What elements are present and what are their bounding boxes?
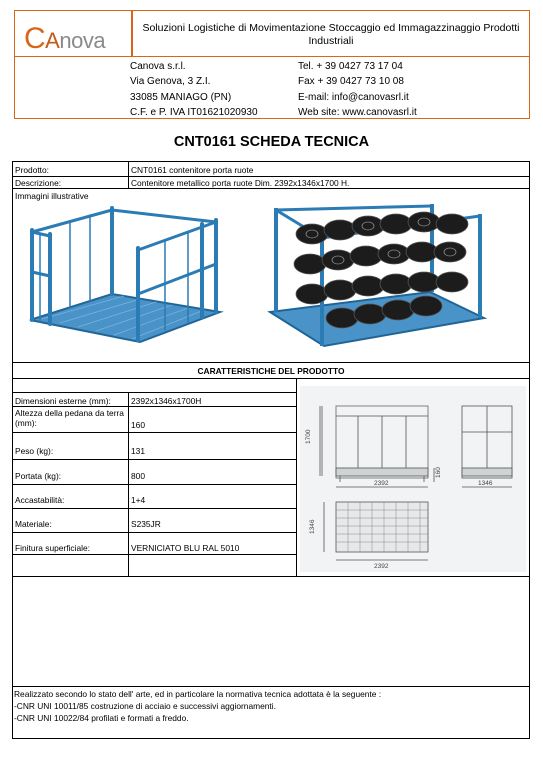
spec-value: 131 [131,446,145,456]
product-photo-empty [20,202,230,354]
foot-dimension: 160 [435,467,442,478]
product-photo-loaded [262,200,488,354]
spec-rule [12,554,296,555]
fax-line: Fax + 39 0427 73 10 08 [298,76,404,87]
spec-label: Accastabilità: [15,495,65,505]
spec-value: 800 [131,471,145,481]
description-value: Contenitore metallico porta ruote Dim. 2392x1346x1700 H. [131,178,350,188]
standards-item: -CNR UNI 10022/84 profilati e formati a freddo. [14,713,189,723]
plan-depth-dimension: 1346 [309,519,316,534]
spec-rule [12,459,296,460]
spec-value: 2392x1346x1700H [131,396,202,406]
spec-rule [12,532,296,533]
spec-rule [12,508,296,509]
col-rule [128,161,129,188]
description-label: Descrizione: [15,178,62,188]
spec-rule [12,392,296,393]
spec-label: Peso (kg): [15,446,54,456]
header-divider [131,10,133,57]
row-rule [12,188,530,189]
characteristics-title: CARATTERISTICHE DEL PRODOTTO [197,366,345,376]
row-rule [12,576,530,577]
spec-label: Finitura superficiale: [15,543,90,553]
address-line: Via Genova, 3 Z.I. [130,76,211,87]
standards-item: -CNR UNI 10011/85 costruzione di acciaio e successivi aggiornamenti. [14,701,276,711]
depth-dimension: 1346 [478,480,493,487]
address-line: 33085 MANIAGO (PN) [130,92,232,103]
row-rule [12,686,530,687]
loaded-rack-illustration [262,200,488,354]
row-rule [12,176,530,177]
email-line[interactable]: E-mail: info@canovasrl.it [298,92,409,103]
spec-label: Dimensioni esterne (mm): [15,396,111,406]
standards-intro: Realizzato secondo lo stato dell' arte, ed in particolare la normativa tecnica adottata è la seguente : [14,689,382,699]
spec-label: Materiale: [15,519,52,529]
row-rule [12,378,530,379]
header-contact-box [14,57,530,119]
spec-label: Altezza della pedana da terra (mm): [15,408,124,428]
technical-drawing [300,386,526,572]
spec-value: VERNICIATO BLU RAL 5010 [131,543,240,553]
spec-value: 1+4 [131,495,146,505]
address-line: Canova s.r.l. [130,61,186,72]
plan-length-dimension: 2392 [374,563,389,570]
col-rule [296,378,297,576]
spec-rule [12,432,296,433]
address-line: C.F. e P. IVA IT01621020930 [130,107,258,118]
spec-label: Portata (kg): [15,471,62,481]
images-label: Immagini illustrative [15,191,89,201]
height-dimension: 1700 [305,429,312,444]
spec-rule [12,406,296,407]
company-tagline: Soluzioni Logistiche di Movimentazione Stoccaggio ed Immagazzinaggio Prodotti Industriali [142,22,520,47]
spec-value: S235JR [131,519,161,529]
company-logo: CAnova [24,22,106,55]
col-rule [128,392,129,576]
technical-drawing-svg [300,386,526,572]
spec-value: 160 [131,420,145,430]
website-line[interactable]: Web site: www.canovasrl.it [298,107,417,118]
length-dimension: 2392 [374,480,389,487]
phone-line: Tel. + 39 0427 73 17 04 [298,61,403,72]
empty-rack-illustration [20,202,230,354]
spec-rule [12,484,296,485]
product-label: Prodotto: [15,165,49,175]
document-title: CNT0161 SCHEDA TECNICA [173,134,370,150]
row-rule [12,362,530,363]
product-value: CNT0161 contenitore porta ruote [131,165,254,175]
